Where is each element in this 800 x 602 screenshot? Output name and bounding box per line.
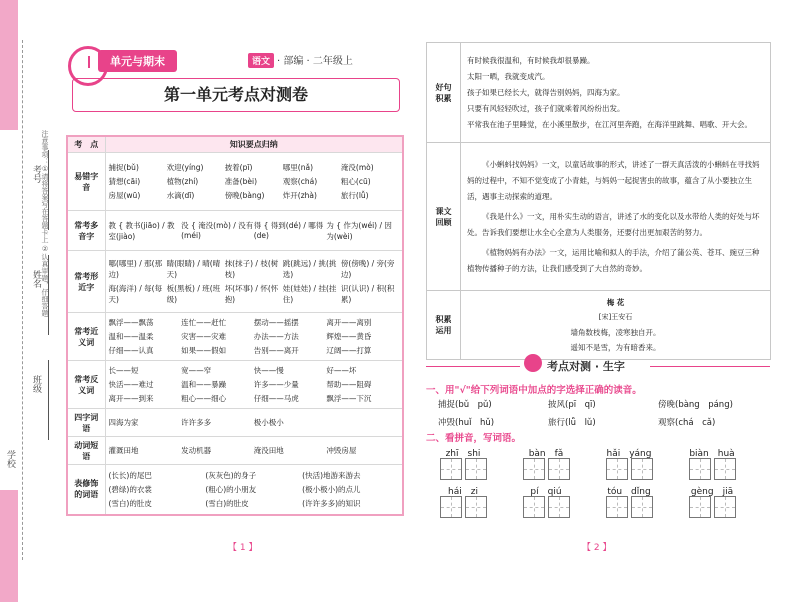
list-item: 为 { 作为(wéi) / 因为(wèi) <box>326 220 392 241</box>
list-item: 辽阔——打算 <box>326 346 372 355</box>
list-item: 板(黑板) / 班(班级) <box>166 284 221 304</box>
row-cat: 常考近义词 <box>67 313 105 361</box>
sentence: 太阳一晒，我就变成汽。 <box>467 71 550 81</box>
list-item: 宽——窄 <box>181 366 212 375</box>
list-item: 好——坏 <box>326 366 357 375</box>
pinyin-writing-cell[interactable] <box>520 446 572 480</box>
list-item: 淹没(mò) <box>340 163 374 172</box>
list-item: 得 { 得到(dé) / 哪得(de) <box>253 220 324 240</box>
synonym-grid <box>109 317 400 356</box>
list-item: 灾害——灾难 <box>181 332 227 341</box>
list-item: (快活)地游来游去 <box>302 470 361 480</box>
list-item: 傍(傍晚) / 旁(旁边) <box>340 259 395 279</box>
sentence: 只要有风轻轻吹过，孩子们就乘着风纷纷出发。 <box>467 103 625 113</box>
writing-box[interactable] <box>631 496 653 518</box>
row-cat: 常考形近字 <box>67 251 105 313</box>
choice-item[interactable]: 冲毁(huǐ hǔ) <box>438 418 495 428</box>
row-cat: 好句积累 <box>427 43 461 143</box>
list-item: 炸开(zhà) <box>282 191 317 200</box>
list-item: 发动机器 <box>181 446 212 455</box>
section-banner: 考点对测 · 生字 <box>547 360 625 373</box>
text-review <box>461 143 771 291</box>
cut-line <box>22 40 23 560</box>
list-item: 教 { 教书(jiāo) / 教室(jiào) <box>108 220 175 241</box>
row-cat: 动词短语 <box>67 437 105 465</box>
pinyin-writing-cell[interactable] <box>603 446 655 480</box>
page-number: 1 <box>239 543 246 553</box>
list-item: 如果——假如 <box>181 346 227 355</box>
sidebar-label-id: 考号 <box>31 165 41 183</box>
writing-box[interactable] <box>465 496 487 518</box>
antonym-grid <box>109 365 400 404</box>
pinyin-label: hǎi yáng <box>606 449 652 459</box>
row-cat: 表修饰的词语 <box>67 465 105 515</box>
list-item: 抹(抹子) / 枝(树枝) <box>224 259 279 279</box>
page-title: 第一单元考点对测卷 <box>72 78 400 112</box>
writing-box[interactable] <box>714 496 736 518</box>
list-item: 粗心(cū) <box>340 177 371 186</box>
list-item: (碧绿)的衣裳 <box>108 484 152 494</box>
list-item: 办法——方法 <box>253 332 299 341</box>
pinyin-grid <box>109 162 400 201</box>
list-item: 飘浮——飘荡 <box>108 318 154 327</box>
binding-sidebar <box>0 0 62 602</box>
review-paragraph: 《我是什么》一文，用朴实生动的语言，讲述了水的变化以及水带给人类的好处与坏处。告诉我们要想让水全心全意为人类服务，还要付出更加艰苦的努力。 <box>467 211 760 237</box>
review-paragraph: 《小蝌蚪找妈妈》一文，以童话故事的形式，讲述了一群天真活泼的小蝌蚪在寻找妈妈的过程中，不知不觉变成了小青蛙，与妈妈一起捉害虫的故事，蕴含了从小要独立生活，遇事主动探索的道理。 <box>467 159 760 201</box>
writing-box[interactable] <box>606 496 628 518</box>
sentence: 孩子如果已经长大，就得告别妈妈，四海为家。 <box>467 87 625 97</box>
sidebar-note: 注意事项：①请将答案写在答题卡上 ②认真审题，仔细答题 <box>41 130 49 317</box>
list-item: 没 { 淹没(mò) / 没有(méi) <box>181 220 254 240</box>
list-item: 仔细——马虎 <box>253 394 299 403</box>
list-item: 离开——离别 <box>326 318 372 327</box>
list-item: 冲毁房屋 <box>326 446 357 455</box>
list-item: 娃(娃娃) / 挂(挂住) <box>282 284 337 304</box>
list-item: 许多——少量 <box>253 380 299 389</box>
section-rule <box>426 366 520 367</box>
list-item: 植物(zhí) <box>166 177 199 186</box>
list-item: 海(海洋) / 每(每天) <box>108 284 163 304</box>
list-item: 睛(眼睛) / 晴(晴天) <box>166 259 221 279</box>
list-item: 观察(chá) <box>282 177 318 186</box>
head-content: 知识要点归纳 <box>105 136 403 153</box>
sidebar-pink-strip <box>0 0 18 130</box>
list-item: 粗心——细心 <box>181 394 227 403</box>
writing-box[interactable] <box>606 458 628 480</box>
list-item: (雪白)的肚皮 <box>108 498 152 508</box>
list-item: 哪(哪里) / 那(那边) <box>108 259 163 279</box>
polyphone-grid <box>109 220 400 242</box>
pinyin-writing-cell[interactable] <box>686 446 738 480</box>
knowledge-table <box>66 135 404 516</box>
poem-line: 墙角数枝梅，凌寒独自开。 <box>570 328 661 337</box>
writing-box[interactable] <box>440 496 462 518</box>
list-item: 灌溉田地 <box>108 446 139 455</box>
id-field[interactable] <box>48 150 49 230</box>
pinyin-writing-cell[interactable] <box>437 484 489 518</box>
list-item: 哪里(nǎ) <box>282 163 313 172</box>
list-item: 摆动——摇摆 <box>253 318 299 327</box>
list-item: 辉煌——黄昏 <box>326 332 372 341</box>
list-item: 极小极小 <box>253 418 284 427</box>
list-item: 快活——难过 <box>108 380 154 389</box>
poem <box>461 291 771 360</box>
writing-box[interactable] <box>548 496 570 518</box>
list-item: 许许多多 <box>181 418 212 427</box>
head-cat: 考 点 <box>67 136 105 153</box>
sidebar-label-name: 姓名 <box>31 270 41 288</box>
pinyin-label: gèng jiā <box>690 487 734 497</box>
choice-item[interactable]: 旅行(lǚ lǔ) <box>548 418 596 428</box>
pinyin-label: pí qiú <box>530 487 562 497</box>
verb-phrase-grid <box>109 445 400 456</box>
class-field[interactable] <box>48 360 49 440</box>
list-item: 披着(pī) <box>224 163 253 172</box>
section-rule <box>650 366 770 367</box>
list-item: 温和——暴躁 <box>181 380 227 389</box>
writing-box[interactable] <box>631 458 653 480</box>
sentence: 有时候我很温和，有时候我却很暴躁。 <box>467 55 595 65</box>
page-number: 2 <box>593 543 600 553</box>
pinyin-label: bàn fǎ <box>528 449 564 459</box>
list-item: 欢迎(yíng) <box>166 163 204 172</box>
subject-bar <box>248 52 353 68</box>
review-paragraph: 《植物妈妈有办法》一文，运用比喻和拟人的手法，介绍了蒲公英、苍耳、豌豆三种植物传播种子的方法，让我们感受到了大自然的奇妙。 <box>467 247 760 273</box>
row-cat: 常考多音字 <box>67 211 105 251</box>
sidebar-pink-strip <box>0 490 18 602</box>
poem-line: 遥知不是雪，为有暗香来。 <box>570 343 661 352</box>
writing-box[interactable] <box>689 496 711 518</box>
similar-char-grid <box>109 258 400 305</box>
writing-box[interactable] <box>440 458 462 480</box>
edition-label: · 部编 · 二年级上 <box>277 56 353 67</box>
sentence: 平常我在池子里睡觉，在小溪里散步，在江河里奔跑，在海洋里跳舞、唱歌、开大会。 <box>467 119 752 129</box>
list-item: 旅行(lǚ) <box>340 191 369 200</box>
pinyin-writing-cell[interactable] <box>520 484 572 518</box>
list-item: 离开——到来 <box>108 394 154 403</box>
list-item: 告别——离开 <box>253 346 299 355</box>
row-cat: 积累运用 <box>427 291 461 360</box>
row-cat: 四字词语 <box>67 409 105 437</box>
unit-ribbon: 单元与期末 <box>98 50 177 72</box>
pinyin-writing-cell[interactable] <box>686 484 738 518</box>
sidebar-label-school: 学校 <box>5 450 15 468</box>
poem-title: 梅 花 <box>606 298 625 307</box>
writing-box[interactable] <box>523 496 545 518</box>
writing-box[interactable] <box>548 458 570 480</box>
list-item: 坏(坏事) / 怀(怀抱) <box>224 284 279 304</box>
question-1-title: 一、用"√"给下列词语中加点的字选择正确的读音。 <box>426 385 642 396</box>
list-item: 快——慢 <box>253 366 284 375</box>
pinyin-label: biàn huà <box>689 449 735 459</box>
idiom-grid <box>109 417 400 428</box>
choice-item[interactable]: 观察(chá cǎ) <box>658 418 716 428</box>
section-icon <box>524 354 542 372</box>
writing-box[interactable] <box>465 458 487 480</box>
list-item: 识(认识) / 积(积累) <box>340 284 395 304</box>
page-number-left: 【 1 】 <box>228 543 258 553</box>
row-cat: 易错字音 <box>67 153 105 211</box>
row-cat: 课文回顾 <box>427 143 461 291</box>
list-item: 飘浮——下沉 <box>326 394 372 403</box>
list-item: 四海为家 <box>108 418 139 427</box>
review-table <box>426 42 771 360</box>
modifier-grid <box>109 470 400 509</box>
sentence-list <box>461 43 771 143</box>
list-item: 傍晚(bàng) <box>224 191 265 200</box>
choice-item[interactable]: 傍晚(bàng páng) <box>658 400 733 410</box>
list-item: (灰灰色)的身子 <box>205 470 257 480</box>
list-item: 淹没田地 <box>253 446 284 455</box>
sidebar-label-class: 班级 <box>31 375 41 393</box>
list-item: (极小极小)的点儿 <box>302 484 361 494</box>
row-cat: 常考反义词 <box>67 361 105 409</box>
page-number-right: 【 2 】 <box>582 543 612 553</box>
list-item: 长——短 <box>108 366 139 375</box>
list-item: (粗心)的小朋友 <box>205 484 257 494</box>
list-item: 房屋(wū) <box>108 191 141 200</box>
list-item: (雪白)的肚皮 <box>205 498 249 508</box>
pinyin-label: zhī shi <box>445 449 481 459</box>
question-2-title: 二、看拼音，写词语。 <box>426 433 522 444</box>
name-field[interactable] <box>48 255 49 335</box>
list-item: 水滴(dī) <box>166 191 195 200</box>
writing-box[interactable] <box>689 458 711 480</box>
list-item: 跳(跳远) / 挑(挑选) <box>282 259 337 279</box>
choice-item[interactable]: 披风(pī qī) <box>548 400 596 410</box>
pinyin-writing-cell[interactable] <box>437 446 489 480</box>
list-item: 温和——温柔 <box>108 332 154 341</box>
pinyin-label: tóu dǐng <box>607 487 651 497</box>
pinyin-writing-cell[interactable] <box>603 484 655 518</box>
list-item: 准备(bèi) <box>224 177 257 186</box>
poem-author: [宋]王安石 <box>598 313 633 321</box>
list-item: 帮助——阻碍 <box>326 380 372 389</box>
writing-box[interactable] <box>714 458 736 480</box>
choice-item[interactable]: 捕捉(bǔ pǔ) <box>438 400 492 410</box>
question-1-items <box>438 398 768 428</box>
list-item: 连忙——赶忙 <box>181 318 227 327</box>
pinyin-label: hái zi <box>448 487 478 497</box>
list-item: (许许多多)的知识 <box>302 498 361 508</box>
list-item: 猜想(cāi) <box>108 177 141 186</box>
list-item: (长长)的尾巴 <box>108 470 152 480</box>
list-item: 捕捉(bǔ) <box>108 163 139 172</box>
writing-box[interactable] <box>523 458 545 480</box>
subject-badge: 语文 <box>248 53 274 68</box>
list-item: 仔细——认真 <box>108 346 154 355</box>
